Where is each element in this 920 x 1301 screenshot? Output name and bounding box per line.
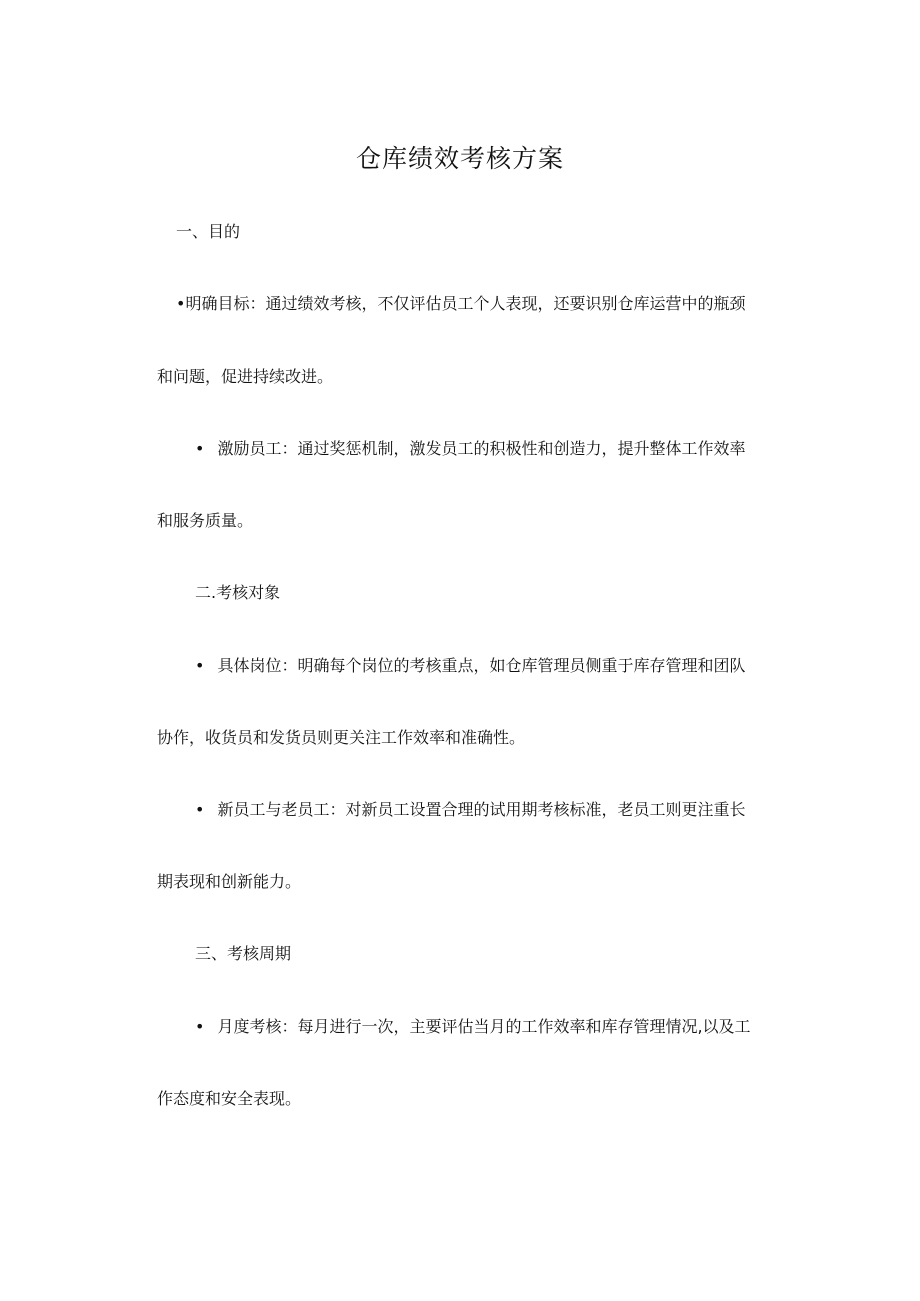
- list-item-1-line1: [176, 293, 745, 315]
- bullet-icon: •: [195, 439, 205, 458]
- list-item-2-line2: 和服务质量。: [157, 511, 254, 530]
- list-item-4-line2: 期表现和创新能力。: [157, 872, 302, 891]
- bullet-icon: •: [195, 656, 205, 675]
- section-heading-cycle: 三、考核周期: [195, 944, 292, 963]
- list-item-text: 明确目标：通过绩效考核，不仅评估员工个人表现，还要识别仓库运营中的瓶颈: [185, 294, 746, 313]
- document-title: 仓库绩效考核方案: [355, 144, 564, 173]
- list-item-2-line1: [195, 438, 745, 460]
- bullet-icon: •: [195, 1017, 205, 1036]
- list-item-5-line2: 作态度和安全表现。: [157, 1089, 302, 1108]
- list-item-4-line1: [195, 799, 745, 821]
- list-item-text: 激励员工：通过奖惩机制，激发员工的积极性和创造力，提升整体工作效率: [217, 439, 746, 458]
- list-item-3-line1: [195, 655, 745, 677]
- section-heading-targets: 二.考核对象: [195, 583, 281, 602]
- list-item-1-line2: 和问题，促进持续改进。: [157, 367, 334, 386]
- list-item-5-line1: [195, 1016, 751, 1038]
- list-item-3-line2: 协作，收货员和发货员则更关注工作效率和准确性。: [157, 728, 526, 747]
- section-heading-purpose: 一、目的: [176, 222, 241, 241]
- list-item-text: 月度考核：每月进行一次，主要评估当月的工作效率和库存管理情况,以及工: [217, 1017, 751, 1036]
- list-item-text: 新员工与老员工：对新员工设置合理的试用期考核标准，老员工则更注重长: [217, 800, 746, 819]
- list-item-text: 具体岗位：明确每个岗位的考核重点，如仓库管理员侧重于库存管理和团队: [217, 656, 746, 675]
- bullet-icon: •: [176, 294, 186, 313]
- bullet-icon: •: [195, 800, 205, 819]
